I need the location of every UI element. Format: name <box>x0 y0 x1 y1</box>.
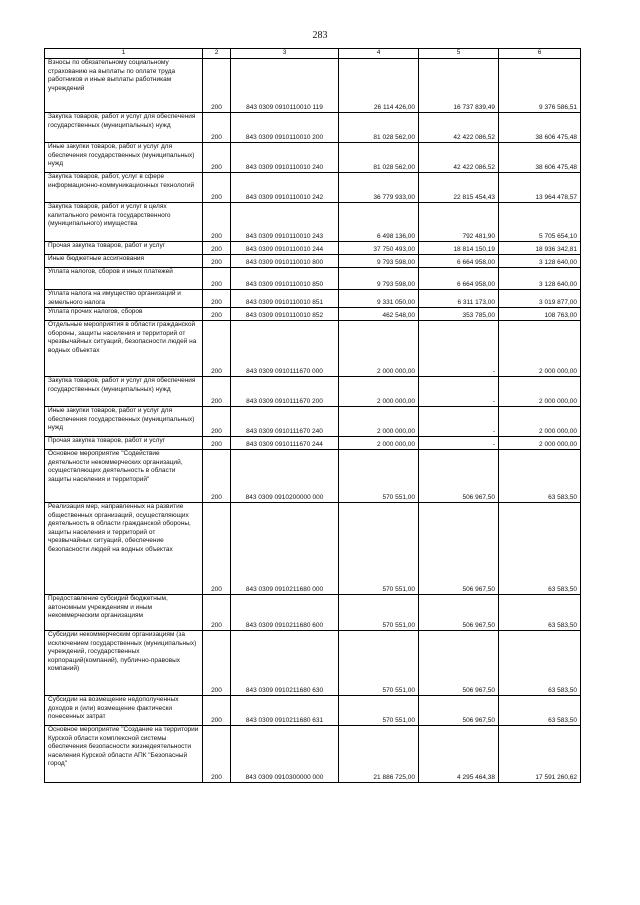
row-code: 200 <box>203 377 231 407</box>
row-code: 200 <box>203 450 231 503</box>
row-classification-code: 843 0309 0910110010 119 <box>231 59 339 113</box>
row-code: 200 <box>203 696 231 726</box>
row-executed-amount: 42 422 086,52 <box>419 113 499 143</box>
row-unexecuted-amount: 18 936 342,81 <box>499 242 581 255</box>
table-row <box>45 242 581 255</box>
row-code: 200 <box>203 321 231 377</box>
row-code: 200 <box>203 268 231 290</box>
row-name: Субсидии некоммерческим организациям (за исключением государственных (муниципальных) учреждений, государственных корпораций(компаний), публично-правовых компаний) <box>45 631 203 696</box>
row-executed-amount: - <box>419 407 499 437</box>
row-classification-code: 843 0309 0910110010 850 <box>231 268 339 290</box>
row-name: Предоставление субсидий бюджетным, автономным учреждениям и иным некоммерческим организациям <box>45 595 203 631</box>
row-approved-amount: 37 750 493,00 <box>339 242 419 255</box>
row-code: 200 <box>203 255 231 268</box>
row-unexecuted-amount: 2 000 000,00 <box>499 437 581 450</box>
row-classification-code: 843 0309 0910110010 240 <box>231 143 339 173</box>
row-approved-amount: 2 000 000,00 <box>339 321 419 377</box>
column-header: 2 <box>203 49 231 59</box>
table-row <box>45 113 581 143</box>
column-header: 1 <box>45 49 203 59</box>
table-row <box>45 437 581 450</box>
row-name: Иные закупки товаров, работ и услуг для обеспечения государственных (муниципальных) нужд <box>45 143 203 173</box>
row-code: 200 <box>203 143 231 173</box>
row-classification-code: 843 0309 0910300000 000 <box>231 726 339 783</box>
row-approved-amount: 570 551,00 <box>339 450 419 503</box>
row-executed-amount: 506 967,50 <box>419 696 499 726</box>
row-classification-code: 843 0309 0910111670 200 <box>231 377 339 407</box>
row-code: 200 <box>203 631 231 696</box>
row-executed-amount: 16 737 839,49 <box>419 59 499 113</box>
table-row <box>45 696 581 726</box>
row-code: 200 <box>203 308 231 321</box>
row-code: 200 <box>203 503 231 595</box>
row-name: Прочая закупка товаров, работ и услуг <box>45 242 203 255</box>
table-row <box>45 290 581 308</box>
row-executed-amount: 22 815 454,43 <box>419 173 499 203</box>
page-number: 283 <box>312 30 328 41</box>
row-code: 200 <box>203 407 231 437</box>
row-unexecuted-amount: 3 128 640,00 <box>499 268 581 290</box>
row-approved-amount: 9 793 598,00 <box>339 255 419 268</box>
column-header-row <box>45 49 581 59</box>
row-name: Основное мероприятие "Содействие деятельности некоммерческих организаций, осуществляющих деятельность в области защиты населения и территорий" <box>45 450 203 503</box>
row-code: 200 <box>203 203 231 242</box>
table-row <box>45 450 581 503</box>
table-row <box>45 377 581 407</box>
row-code: 200 <box>203 726 231 783</box>
row-executed-amount: 506 967,50 <box>419 503 499 595</box>
row-approved-amount: 26 114 426,00 <box>339 59 419 113</box>
row-unexecuted-amount: 13 964 478,57 <box>499 173 581 203</box>
row-code: 200 <box>203 595 231 631</box>
row-executed-amount: 6 311 173,00 <box>419 290 499 308</box>
row-executed-amount: - <box>419 377 499 407</box>
column-header: 4 <box>339 49 419 59</box>
table-row <box>45 308 581 321</box>
table-row <box>45 59 581 113</box>
row-classification-code: 843 0309 0910211680 000 <box>231 503 339 595</box>
row-unexecuted-amount: 9 376 586,51 <box>499 59 581 113</box>
table-row <box>45 321 581 377</box>
row-unexecuted-amount: 63 583,50 <box>499 450 581 503</box>
row-classification-code: 843 0309 0910110010 242 <box>231 173 339 203</box>
row-code: 200 <box>203 113 231 143</box>
row-code: 200 <box>203 437 231 450</box>
row-unexecuted-amount: 17 591 260,62 <box>499 726 581 783</box>
row-classification-code: 843 0309 0910211680 631 <box>231 696 339 726</box>
row-classification-code: 843 0309 0910110010 800 <box>231 255 339 268</box>
row-unexecuted-amount: 38 606 475,48 <box>499 113 581 143</box>
row-name: Иные закупки товаров, работ и услуг для обеспечения государственных (муниципальных) нужд <box>45 407 203 437</box>
row-name: Закупка товаров, работ и услуг в целях капитального ремонта государственного (муниципального) имущества <box>45 203 203 242</box>
row-executed-amount: 6 664 958,00 <box>419 255 499 268</box>
row-executed-amount: 18 814 150,19 <box>419 242 499 255</box>
row-approved-amount: 9 331 050,00 <box>339 290 419 308</box>
row-approved-amount: 36 779 933,00 <box>339 173 419 203</box>
row-classification-code: 843 0309 0910111670 240 <box>231 407 339 437</box>
row-executed-amount: - <box>419 437 499 450</box>
table-row <box>45 595 581 631</box>
row-classification-code: 843 0309 0910110010 244 <box>231 242 339 255</box>
table-row <box>45 631 581 696</box>
row-name: Закупка товаров, работ и услуг для обеспечения государственных (муниципальных) нужд <box>45 113 203 143</box>
row-unexecuted-amount: 3 128 640,00 <box>499 255 581 268</box>
row-classification-code: 843 0309 0910110010 243 <box>231 203 339 242</box>
row-approved-amount: 462 548,00 <box>339 308 419 321</box>
row-unexecuted-amount: 63 583,50 <box>499 503 581 595</box>
row-approved-amount: 21 886 725,00 <box>339 726 419 783</box>
row-classification-code: 843 0309 0910211680 600 <box>231 595 339 631</box>
column-header: 3 <box>231 49 339 59</box>
row-name: Уплата налогов, сборов и иных платежей <box>45 268 203 290</box>
row-approved-amount: 570 551,00 <box>339 595 419 631</box>
row-executed-amount: 42 422 086,52 <box>419 143 499 173</box>
row-name: Иные бюджетные ассигнования <box>45 255 203 268</box>
table-row <box>45 407 581 437</box>
row-approved-amount: 570 551,00 <box>339 696 419 726</box>
row-classification-code: 843 0309 0910111670 244 <box>231 437 339 450</box>
row-unexecuted-amount: 63 583,50 <box>499 631 581 696</box>
row-unexecuted-amount: 38 606 475,48 <box>499 143 581 173</box>
row-classification-code: 843 0309 0910110010 852 <box>231 308 339 321</box>
row-name: Закупка товаров, работ и услуг для обеспечения государственных (муниципальных) нужд <box>45 377 203 407</box>
row-unexecuted-amount: 5 705 654,10 <box>499 203 581 242</box>
row-unexecuted-amount: 63 583,50 <box>499 696 581 726</box>
row-executed-amount: 506 967,50 <box>419 450 499 503</box>
row-classification-code: 843 0309 0910111670 000 <box>231 321 339 377</box>
row-name: Закупка товаров, работ, услуг в сфере информационно-коммуникационных технологий <box>45 173 203 203</box>
row-name: Основное мероприятие "Создание на территории Курской области комплексной системы обеспечения безопасности жизнедеятельности населения Курской области АПК "Безопасный город" <box>45 726 203 783</box>
row-name: Взносы по обязательному социальному страхованию на выплаты по оплате труда работников и иные выплаты работникам учреждений <box>45 59 203 113</box>
row-name: Субсидии на возмещение недополученных доходов и (или) возмещение фактически понесенных затрат <box>45 696 203 726</box>
row-classification-code: 843 0309 0910211680 630 <box>231 631 339 696</box>
row-executed-amount: - <box>419 321 499 377</box>
row-unexecuted-amount: 63 583,50 <box>499 595 581 631</box>
row-approved-amount: 2 000 000,00 <box>339 407 419 437</box>
table-row <box>45 726 581 783</box>
row-name: Уплата прочих налогов, сборов <box>45 308 203 321</box>
budget-table <box>44 48 581 783</box>
row-unexecuted-amount: 2 000 000,00 <box>499 407 581 437</box>
row-executed-amount: 506 967,50 <box>419 595 499 631</box>
row-approved-amount: 81 028 562,00 <box>339 113 419 143</box>
row-approved-amount: 570 551,00 <box>339 503 419 595</box>
row-executed-amount: 6 664 958,00 <box>419 268 499 290</box>
row-executed-amount: 4 295 464,38 <box>419 726 499 783</box>
row-classification-code: 843 0309 0910110010 851 <box>231 290 339 308</box>
row-unexecuted-amount: 3 019 877,00 <box>499 290 581 308</box>
row-name: Реализация мер, направленных на развитие общественных организаций, осуществляющих деятельность в области гражданской обороны, защиты населения и территорий от чрезвычайных ситуаций, обеспечение безопасности людей на водных объектах <box>45 503 203 595</box>
row-executed-amount: 506 967,50 <box>419 631 499 696</box>
table-row <box>45 268 581 290</box>
row-approved-amount: 2 000 000,00 <box>339 437 419 450</box>
row-approved-amount: 81 028 562,00 <box>339 143 419 173</box>
row-classification-code: 843 0309 0910200000 000 <box>231 450 339 503</box>
row-approved-amount: 570 551,00 <box>339 631 419 696</box>
row-classification-code: 843 0309 0910110010 200 <box>231 113 339 143</box>
row-code: 200 <box>203 242 231 255</box>
row-code: 200 <box>203 173 231 203</box>
row-unexecuted-amount: 2 000 000,00 <box>499 377 581 407</box>
row-approved-amount: 9 793 598,00 <box>339 268 419 290</box>
row-unexecuted-amount: 108 763,00 <box>499 308 581 321</box>
column-header: 5 <box>419 49 499 59</box>
row-code: 200 <box>203 59 231 113</box>
row-name: Прочая закупка товаров, работ и услуг <box>45 437 203 450</box>
table-row <box>45 255 581 268</box>
column-header: 6 <box>499 49 581 59</box>
row-name: Отдельные мероприятия в области гражданской обороны, защиты населения и территорий от чрезвычайных ситуаций, безопасности людей на водных объектах <box>45 321 203 377</box>
table-row <box>45 173 581 203</box>
row-unexecuted-amount: 2 000 000,00 <box>499 321 581 377</box>
row-executed-amount: 792 481,90 <box>419 203 499 242</box>
row-name: Уплата налога на имущество организаций и земельного налога <box>45 290 203 308</box>
row-approved-amount: 2 000 000,00 <box>339 377 419 407</box>
row-executed-amount: 353 785,00 <box>419 308 499 321</box>
row-code: 200 <box>203 290 231 308</box>
table-row <box>45 203 581 242</box>
table-row <box>45 143 581 173</box>
row-approved-amount: 6 498 136,00 <box>339 203 419 242</box>
table-row <box>45 503 581 595</box>
